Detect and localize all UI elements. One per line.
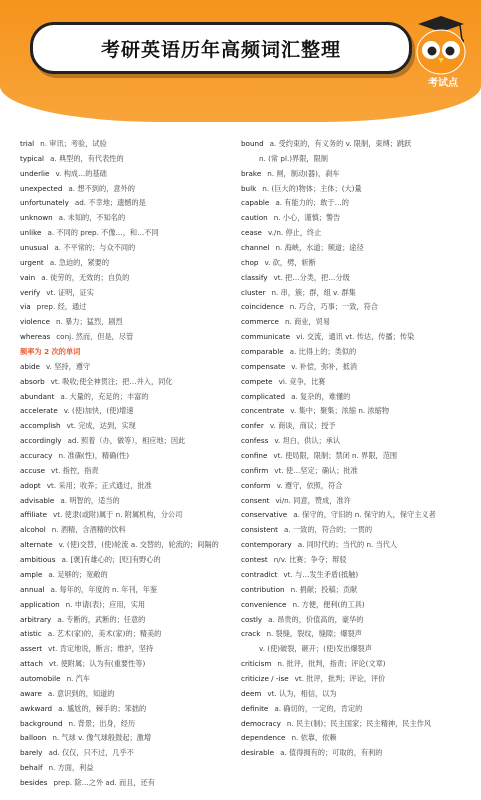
vocab-word: barely — [20, 748, 43, 758]
vocab-word: behalf — [20, 763, 43, 773]
vocab-word: besides — [20, 777, 48, 787]
vocab-entry — [241, 600, 466, 611]
vocab-word: accelerate — [20, 406, 58, 416]
vocab-definition: a. 有能力的；敢于…的 — [275, 198, 349, 208]
vocab-definition: vi. 竞争，比赛 — [278, 376, 326, 386]
vocab-definition: a. 未知的，不知名的 — [58, 213, 126, 223]
vocab-entry — [20, 496, 230, 507]
vocab-word: alcohol — [20, 525, 46, 535]
vocab-entry — [241, 674, 466, 685]
vocab-word: contest — [241, 555, 268, 565]
vocab-definition: vt. 批评，批判；评论，评价 — [294, 673, 386, 683]
vocab-word: democracy — [241, 718, 281, 728]
vocab-definition: vt. 完成，达到，实现 — [66, 421, 136, 431]
vocab-word: criticize / -ise — [241, 673, 289, 683]
vocab-word: confess — [241, 436, 269, 446]
vocab-definition: vi/n. 同意，赞成，准许 — [275, 495, 351, 505]
vocab-definition: v./n. 停止，终止 — [267, 228, 322, 238]
vocab-entry — [20, 704, 230, 715]
section-heading — [20, 347, 230, 358]
vocab-entry — [241, 347, 466, 358]
vocab-definition: a. 专断的，武断的；任意的 — [57, 614, 146, 624]
vocab-definition: n. 依靠，依赖 — [291, 733, 337, 743]
vocab-entry — [241, 421, 466, 432]
vocab-entry — [241, 733, 466, 744]
vocab-definition: a. 昂贵的，价值高的，豪华的 — [268, 614, 364, 624]
vocab-entry — [20, 674, 230, 685]
vocab-definition: vt. 证明，证实 — [46, 287, 94, 297]
vocab-definition: vt. 与…发生矛盾(抵触) — [283, 569, 359, 579]
vocab-definition: ad. 照着（办，做等），相应地；因此 — [67, 436, 186, 446]
vocab-word: criticism — [241, 659, 272, 669]
vocab-definition: v. 遵守，依照，符合 — [276, 480, 343, 490]
vocab-entry — [20, 377, 230, 388]
vocab-entry — [241, 392, 466, 403]
vocab-definition: vt. 把…分类，把…分级 — [273, 272, 350, 282]
vocab-entry — [241, 198, 466, 209]
vocab-entry — [241, 466, 466, 477]
vocab-word: aware — [20, 688, 42, 698]
vocab-definition: a. 徒劳的，无效的；自负的 — [41, 272, 130, 282]
vocab-word: accordingly — [20, 436, 62, 446]
vocab-definition: n. 串，簇；群，组 v. 群集 — [271, 287, 356, 297]
vocab-entry — [241, 540, 466, 551]
vocab-word: confine — [241, 451, 268, 461]
vocab-entry — [241, 525, 466, 536]
vocab-word: dependence — [241, 733, 286, 743]
vocab-word: 频率为 2 次的单词 — [20, 347, 81, 357]
vocab-definition: v. (使)加快，(使)增速 — [63, 406, 134, 416]
vocab-definition: n. 裂缝，裂纹，缝隙；爆裂声 — [266, 629, 362, 639]
vocab-definition: a. 艺术(家)的，美术(家)的；精美的 — [47, 629, 162, 639]
vocab-definition: a. 想不到的，意外的 — [68, 183, 135, 193]
vocab-entry — [20, 466, 230, 477]
vocab-definition: a. 确切的，一定的，肯定的 — [274, 703, 363, 713]
vocab-word: deem — [241, 688, 262, 698]
vocab-word: confer — [241, 421, 264, 431]
vocab-entry — [20, 585, 230, 596]
vocab-entry — [20, 540, 230, 551]
vocab-definition: n. (巨大的)物体；主体；(大)量 — [262, 183, 362, 193]
vocab-definition: a. 保守的，守旧的 n. 保守的人，保守主义者 — [293, 510, 436, 520]
vocab-word: absorb — [20, 376, 45, 386]
vocab-entry — [241, 273, 466, 284]
vocab-entry — [241, 169, 466, 180]
vocab-entry — [20, 198, 230, 209]
vocab-entry — [241, 184, 466, 195]
vocab-definition: v. 集中；聚集；浓缩 n. 浓缩物 — [290, 406, 390, 416]
vocab-definition: vt. 认为，相信，以为 — [267, 688, 337, 698]
vocab-entry — [241, 302, 466, 313]
vocab-definition: a. 一致的，符合的；一贯的 — [284, 525, 373, 535]
vocab-word: assert — [20, 644, 43, 654]
vocab-entry — [20, 615, 230, 626]
vocab-word: unknown — [20, 213, 53, 223]
vocab-word: cluster — [241, 287, 266, 297]
vocab-word: affiliate — [20, 510, 47, 520]
vocab-definition: a. 不同的 prep. 不像…，和…不同 — [47, 228, 159, 238]
vocab-word: bulk — [241, 183, 257, 193]
vocab-entry — [20, 733, 230, 744]
vocab-definition: v. 坚持，遵守 — [45, 361, 91, 371]
vocab-definition: v. 商谈，商议；授予 — [269, 421, 336, 431]
vocab-definition: n. 方便，便利(的工具) — [292, 599, 365, 609]
vocab-word: awkward — [20, 703, 53, 713]
vocab-word: confirm — [241, 465, 269, 475]
vocab-word: whereas — [20, 332, 51, 342]
vocab-entry — [20, 184, 230, 195]
vocab-definition: ad. 仅仅，只不过，几乎不 — [48, 748, 134, 758]
vocab-definition: v. (使)破裂，砸开；(使)发出爆裂声 — [259, 644, 372, 654]
vocab-entry — [20, 228, 230, 239]
logo-text: 考试点 — [428, 78, 458, 89]
vocab-definition: v. 坦白，供认；承认 — [274, 436, 341, 446]
vocab-entry — [20, 169, 230, 180]
vocab-entry — [20, 406, 230, 417]
vocab-entry — [241, 644, 466, 655]
vocab-word: complicated — [241, 391, 286, 401]
vocab-definition: n. 海峡，水道；频道；途径 — [275, 243, 364, 253]
vocab-word: abide — [20, 361, 40, 371]
vocab-entry — [20, 570, 230, 581]
vocab-word: concentrate — [241, 406, 285, 416]
vocab-definition: n. (常 pl.)界限，限制 — [259, 153, 328, 163]
vocab-entry — [20, 213, 230, 224]
vocab-definition: a. 受约束的，有义务的 v. 限制，束缚；跳跃 — [269, 139, 412, 148]
vocab-definition: n. 审讯；考验，试验 — [40, 139, 107, 148]
vocab-definition: a. 大量的，充足的；丰富的 — [60, 391, 149, 401]
vocab-word: via — [20, 302, 31, 312]
vocab-word: abundant — [20, 391, 55, 401]
vocab-word: channel — [241, 243, 270, 253]
vocab-entry — [20, 644, 230, 655]
vocab-entry — [241, 748, 466, 759]
vocab-entry — [20, 421, 230, 432]
vocab-word: conservative — [241, 510, 288, 520]
vocab-entry — [241, 615, 466, 626]
vocab-definition: n. 商业，贸易 — [284, 317, 331, 327]
vocab-definition: n. 申请(表)；应用，实用 — [65, 599, 146, 609]
vocab-entry — [20, 273, 230, 284]
vocab-definition: n. 方面，利益 — [48, 763, 94, 773]
vocab-definition: n/v. 比赛；争夺；辩驳 — [273, 555, 347, 565]
vocab-word: accuse — [20, 465, 46, 475]
vocab-entry — [20, 510, 230, 521]
vocab-definition: n. 捐献；投稿；贡献 — [290, 584, 358, 594]
vocab-word: underlie — [20, 168, 50, 178]
vocab-entry — [241, 719, 466, 730]
vocab-entry — [241, 139, 466, 150]
vocab-word: consistent — [241, 525, 279, 535]
vocab-entry — [20, 154, 230, 165]
vocab-word: unfortunately — [20, 198, 69, 208]
vocab-word: classify — [241, 272, 268, 282]
vocab-word: contradict — [241, 569, 278, 579]
vocab-definition: v. 构成…的基础 — [55, 168, 107, 178]
vocab-definition: conj. 然而，但是，尽管 — [56, 332, 134, 342]
vocab-column-right — [241, 139, 466, 763]
vocab-word: commerce — [241, 317, 279, 327]
title-box — [30, 22, 412, 74]
vocab-word: coincidence — [241, 302, 284, 312]
vocab-word: definite — [241, 703, 269, 713]
vocab-word: accomplish — [20, 421, 61, 431]
vocab-definition: a. [褒]有雄心的；[贬]有野心的 — [61, 555, 161, 565]
vocab-entry — [20, 778, 230, 789]
vocab-entry — [241, 659, 466, 670]
vocab-word: automobile — [20, 673, 61, 683]
vocab-definition: n. 闸，制动(器)，刹车 — [267, 168, 340, 178]
vocab-definition: a. 足够的；宽敞的 — [48, 569, 108, 579]
vocab-word: bound — [241, 139, 264, 148]
vocab-entry — [241, 570, 466, 581]
vocab-entry — [20, 451, 230, 462]
vocab-definition: vt. 使附属；认为有(重要性等) — [48, 659, 146, 669]
vocab-entry — [20, 555, 230, 566]
vocab-definition: vt. 肯定地说，断言；维护，坚持 — [48, 644, 154, 654]
vocab-column-left — [20, 139, 230, 793]
vocab-entry — [241, 555, 466, 566]
vocab-entry — [20, 600, 230, 611]
vocab-entry — [241, 496, 466, 507]
vocab-definition: n. 巧合，巧事；一致，符合 — [289, 302, 378, 312]
vocab-word: annual — [20, 584, 45, 594]
vocab-word: alternate — [20, 540, 53, 550]
vocab-definition: ad. 不幸地；遗憾的是 — [74, 198, 146, 208]
vocab-definition: vt. 指控，指责 — [51, 465, 99, 475]
vocab-word: convenience — [241, 599, 287, 609]
vocab-entry — [241, 258, 466, 269]
vocab-definition: n. 民主(制)；民主国家；民主精神，民主作风 — [286, 718, 432, 728]
vocab-word: trial — [20, 139, 35, 148]
vocab-definition: n. 汽车 — [66, 673, 91, 683]
vocab-entry — [241, 406, 466, 417]
vocab-entry — [241, 689, 466, 700]
vocab-definition: n. 背景；出身，经历 — [68, 718, 136, 728]
vocab-word: comparable — [241, 347, 284, 357]
vocab-entry — [241, 362, 466, 373]
vocab-word: compensate — [241, 361, 286, 371]
vocab-word: brake — [241, 168, 262, 178]
vocab-definition: a. 值得拥有的；可取的，有利的 — [280, 748, 383, 758]
vocab-entry — [241, 629, 466, 640]
vocab-definition: a. 意识到的，知道的 — [47, 688, 115, 698]
vocab-word: typical — [20, 153, 44, 163]
vocab-entry — [20, 392, 230, 403]
vocab-definition: v. 补偿，弥补，抵消 — [291, 361, 358, 371]
vocab-word: unlike — [20, 228, 42, 238]
vocab-definition: prep. 经，通过 — [36, 302, 87, 312]
vocab-definition: n. 小心，谨慎；警告 — [273, 213, 341, 223]
vocab-entry — [241, 317, 466, 328]
vocab-word: violence — [20, 317, 50, 327]
vocab-entry — [20, 362, 230, 373]
vocab-entry — [20, 436, 230, 447]
vocab-word: ambitious — [20, 555, 56, 565]
vocab-definition: vt. 采用；收养；正式通过，批准 — [46, 480, 152, 490]
vocab-definition: a. 明智的，适当的 — [60, 495, 120, 505]
vocab-word: unexpected — [20, 183, 63, 193]
vocab-definition: a. 同时代的；当代的 n. 当代人 — [297, 540, 398, 550]
vocab-entry — [241, 436, 466, 447]
vocab-entry — [20, 659, 230, 670]
vocab-word: consent — [241, 495, 270, 505]
vocab-definition: a. 比得上的；类似的 — [289, 347, 357, 357]
vocab-entry — [20, 139, 230, 150]
vocab-word: arbitrary — [20, 614, 52, 624]
vocab-word: costly — [241, 614, 263, 624]
vocab-entry — [241, 585, 466, 596]
vocab-word: background — [20, 718, 63, 728]
vocab-definition: prep. 除…之外 ad. 而且，还有 — [53, 777, 155, 787]
vocab-word: contribution — [241, 584, 285, 594]
vocab-word: atistic — [20, 629, 42, 639]
vocab-definition: a. 复杂的，难懂的 — [291, 391, 351, 401]
vocab-definition: a. 典型的，有代表性的 — [49, 153, 124, 163]
vocab-entry — [20, 763, 230, 774]
vocab-entry — [241, 243, 466, 254]
vocab-entry — [241, 510, 466, 521]
vocab-word: accuracy — [20, 451, 53, 461]
vocab-entry — [20, 332, 230, 343]
vocab-word: ample — [20, 569, 43, 579]
vocab-word: caution — [241, 213, 268, 223]
vocab-word: adopt — [20, 480, 41, 490]
vocab-definition: n. 酒精，含酒精的饮料 — [51, 525, 126, 535]
vocab-entry — [241, 377, 466, 388]
vocab-definition: n. 准确(性)，精确(性) — [58, 451, 130, 461]
vocab-entry — [241, 332, 466, 343]
vocab-definition: n. 暴力；猛烈，剧烈 — [56, 317, 123, 327]
vocab-entry — [241, 154, 466, 165]
vocab-entry — [241, 213, 466, 224]
vocab-definition: a. 尴尬的，棘手的；笨拙的 — [58, 703, 147, 713]
vocab-entry — [241, 451, 466, 462]
vocab-definition: a. 急迫的，紧要的 — [49, 257, 110, 267]
vocab-word: cease — [241, 228, 262, 238]
vocab-word: desirable — [241, 748, 275, 758]
vocab-word: unusual — [20, 243, 49, 253]
vocab-entry — [20, 302, 230, 313]
vocab-word: compete — [241, 376, 273, 386]
vocab-entry — [20, 317, 230, 328]
vocab-definition: n. 气球 v. 像气球般鼓起；激增 — [52, 733, 152, 743]
vocab-word: urgent — [20, 257, 44, 267]
vocab-definition: v. 砍，劈，斩断 — [264, 257, 316, 267]
vocab-entry — [20, 525, 230, 536]
vocab-entry — [20, 243, 230, 254]
page-title: 考研英语历年高频词汇整理 — [100, 38, 341, 61]
vocab-word: balloon — [20, 733, 47, 743]
vocab-word: verify — [20, 287, 41, 297]
vocab-word: capable — [241, 198, 270, 208]
vocab-word: chop — [241, 257, 259, 267]
vocab-definition: a. 每年的，年度的 n. 年刊，年鉴 — [50, 584, 158, 594]
vocab-word: communicate — [241, 332, 291, 342]
vocab-entry — [20, 288, 230, 299]
vocab-word: contemporary — [241, 540, 292, 550]
vocab-word: advisable — [20, 495, 55, 505]
vocab-definition: v. (使)交替，(使)轮流 a. 交替的，轮流的；间隔的 — [58, 540, 219, 550]
vocab-entry — [20, 481, 230, 492]
vocab-entry — [20, 689, 230, 700]
vocab-entry — [241, 704, 466, 715]
vocab-entry — [241, 288, 466, 299]
vocab-definition: vt. 使隶(或附)属于 n. 附属机构，分公司 — [53, 510, 183, 520]
vocab-definition: vt. 使…坚定；确认；批准 — [274, 465, 358, 475]
vocab-definition: n. 批评，批判，指责；评论(文章) — [277, 659, 386, 669]
vocab-entry — [20, 258, 230, 269]
vocab-word: application — [20, 599, 60, 609]
vocab-entry — [241, 481, 466, 492]
vocab-entry — [20, 629, 230, 640]
vocab-entry — [20, 748, 230, 759]
vocab-word: attach — [20, 659, 43, 669]
vocab-definition: a. 不平常的；与众不同的 — [54, 243, 136, 253]
vocab-word: vain — [20, 272, 36, 282]
vocab-word: conform — [241, 480, 271, 490]
vocab-definition: vt. 吸收;使全神贯注；把…并入，同化 — [50, 376, 173, 386]
vocab-word: crack — [241, 629, 261, 639]
vocab-definition: vt. 使局限，限制；禁闭 n. 界限，范围 — [273, 451, 398, 461]
vocab-entry — [241, 228, 466, 239]
vocab-definition: vi. 交流，通讯 vt. 传达，传播；传染 — [296, 332, 415, 342]
vocab-entry — [20, 719, 230, 730]
